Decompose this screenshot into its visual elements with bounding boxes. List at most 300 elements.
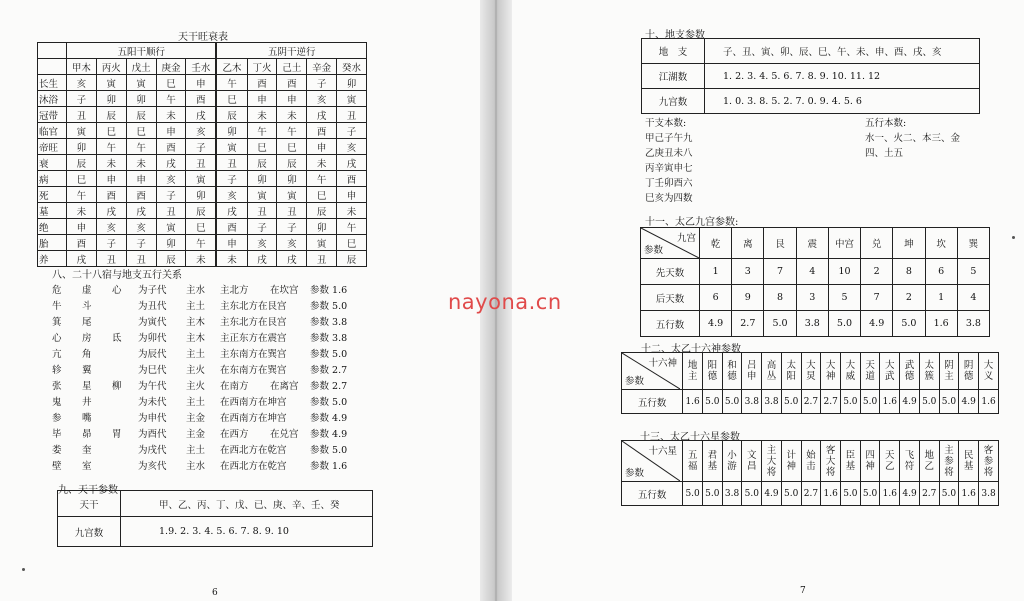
table-cell: 戌 xyxy=(216,203,247,219)
xiu-fang: 主东北方在艮宫 xyxy=(220,317,287,328)
xiu-a: 壁 xyxy=(52,461,62,472)
xiu-dai: 为卯代 xyxy=(138,333,167,344)
row-values: 1. 2. 3. 4. 5. 6. 7. 8. 9. 10. 11. 12 xyxy=(705,64,980,89)
table-cell: 亥 xyxy=(337,139,367,155)
xiu-b: 井 xyxy=(82,397,92,408)
xiu-b: 尾 xyxy=(82,317,92,328)
row-label: 沐浴 xyxy=(38,91,67,107)
table-cell: 申 xyxy=(247,91,277,107)
table-cell: 5.0 xyxy=(860,482,880,506)
xiu-fang: 主正东方在震宫 xyxy=(220,333,287,344)
shen-name: 阴 主 xyxy=(944,360,954,382)
xiu-fang: 在西南方在坤宫 xyxy=(220,397,287,408)
table-cell: 亥 xyxy=(126,219,156,235)
xing-header xyxy=(702,441,722,482)
shen-name: 大 武 xyxy=(885,360,895,382)
xiu-a: 轸 xyxy=(52,365,62,376)
table-cell: 6 xyxy=(700,285,732,311)
xing-name: 天 乙 xyxy=(885,450,895,472)
table-cell: 4.9 xyxy=(959,390,979,414)
table-cell: 申 xyxy=(216,235,247,251)
table-cell: 卯 xyxy=(186,187,217,203)
table-cell: 午 xyxy=(96,139,126,155)
table-cell: 酉 xyxy=(126,187,156,203)
xing-name: 地 乙 xyxy=(924,450,934,472)
table-cell: 辰 xyxy=(126,107,156,123)
shen-name: 太 簇 xyxy=(924,360,934,382)
wangshuai-title: 天干旺衰表 xyxy=(178,32,228,43)
table-cell: 4.9 xyxy=(900,482,920,506)
table-cell: 3 xyxy=(796,285,828,311)
gong-header: 艮 xyxy=(764,228,796,259)
xing-header xyxy=(900,441,920,482)
table-cell: 7 xyxy=(861,285,893,311)
table-cell: 戌 xyxy=(247,251,277,267)
row-label: 江湖数 xyxy=(642,64,705,89)
row-label: 九宫数 xyxy=(642,89,705,114)
xing-name: 始 击 xyxy=(806,450,816,472)
table-cell: 9 xyxy=(732,285,764,311)
table-row xyxy=(641,311,990,337)
table-row xyxy=(642,64,980,89)
xiu-a: 心 xyxy=(52,333,62,344)
xiu-can: 参数 5.0 xyxy=(310,349,348,360)
table-cell: 1.6 xyxy=(880,482,900,506)
table-cell: 戌 xyxy=(307,107,337,123)
table-cell: 未 xyxy=(247,107,277,123)
table-cell: 子 xyxy=(186,139,217,155)
xiu-dai: 为戌代 xyxy=(138,445,167,456)
row-label: 绝 xyxy=(38,219,67,235)
shen-header xyxy=(821,353,841,390)
table-cell: 卯 xyxy=(126,91,156,107)
xing-header xyxy=(683,441,703,482)
row-label: 帝旺 xyxy=(38,139,67,155)
table-cell: 1.6 xyxy=(683,390,703,414)
row-label: 病 xyxy=(38,171,67,187)
table-cell: 酉 xyxy=(96,187,126,203)
shen-header xyxy=(900,353,920,390)
table-cell: 5.0 xyxy=(683,482,703,506)
shen-name: 阴 德 xyxy=(963,360,974,382)
table-cell: 7 xyxy=(764,259,796,285)
note-line: 丁壬卯酉六 xyxy=(645,178,693,189)
xiu-dai: 为子代 xyxy=(138,285,167,296)
gan-values: 甲、乙、丙、丁、戊、已、庚、辛、壬、癸 xyxy=(121,491,373,517)
table-cell: 3 xyxy=(732,259,764,285)
shen-name: 太 阳 xyxy=(786,360,796,382)
xiu-can: 参数 3.8 xyxy=(310,317,348,328)
xiu-a: 毕 xyxy=(52,429,62,440)
table-cell: 1.6 xyxy=(880,390,900,414)
table-cell: 2 xyxy=(861,259,893,285)
table-cell: 丑 xyxy=(96,251,126,267)
xiu-gong: 在坎宫 xyxy=(270,285,299,296)
xing-header xyxy=(762,441,782,482)
table-cell: 10 xyxy=(828,259,860,285)
table-cell: 巳 xyxy=(126,123,156,139)
table-cell: 丑 xyxy=(307,251,337,267)
table-cell: 丑 xyxy=(247,203,277,219)
xiu-can: 参数 1.6 xyxy=(310,461,348,472)
xiu-dai: 为酉代 xyxy=(138,429,167,440)
table-cell: 辰 xyxy=(216,107,247,123)
xiu-fang: 在南方 xyxy=(220,381,249,392)
xiu-b: 室 xyxy=(82,461,92,472)
table-cell: 2.7 xyxy=(801,390,821,414)
xiu-a: 张 xyxy=(52,381,62,392)
page-number-right: 7 xyxy=(800,586,806,596)
xiu-zhu: 主火 xyxy=(186,381,206,392)
table-cell: 辰 xyxy=(337,251,367,267)
xing-name: 四 神 xyxy=(865,450,875,472)
table-cell: 4 xyxy=(796,259,828,285)
shen-name: 武 德 xyxy=(904,360,915,382)
xing-name: 臣 基 xyxy=(845,450,856,472)
xiu-zhu: 主金 xyxy=(186,413,206,424)
xiu-b: 斗 xyxy=(82,301,92,312)
table-row xyxy=(38,171,367,187)
xing-name: 君 基 xyxy=(707,450,718,472)
table-cell: 寅 xyxy=(156,219,186,235)
row-label: 养 xyxy=(38,251,67,267)
table-cell: 5.0 xyxy=(939,482,959,506)
xing-name: 客 参 将 xyxy=(983,444,994,478)
zhi-table xyxy=(641,38,980,114)
table-cell: 5.0 xyxy=(702,482,722,506)
xiu-zhu: 主水 xyxy=(186,461,206,472)
table-cell: 5.0 xyxy=(841,390,861,414)
xiu-fang: 在东南方在巽宫 xyxy=(220,365,287,376)
gan-table xyxy=(57,490,373,547)
table-cell: 申 xyxy=(186,75,217,91)
table-cell: 卯 xyxy=(247,171,277,187)
table-cell: 子 xyxy=(307,75,337,91)
table-cell: 巳 xyxy=(96,123,126,139)
table-cell: 辰 xyxy=(96,107,126,123)
row-label: 冠带 xyxy=(38,107,67,123)
xiu-zhu: 主土 xyxy=(186,301,206,312)
section10-notes xyxy=(645,115,985,205)
gong-header: 乾 xyxy=(700,228,732,259)
table-cell: 3.8 xyxy=(957,311,989,337)
xing-name: 小 游 xyxy=(727,450,737,472)
table-cell: 5 xyxy=(957,259,989,285)
table-cell: 未 xyxy=(307,155,337,171)
table-cell: 申 xyxy=(337,187,367,203)
table-cell: 寅 xyxy=(247,187,277,203)
xiu-can: 参数 3.8 xyxy=(310,333,348,344)
row-label: 死 xyxy=(38,187,67,203)
xing-header xyxy=(939,441,959,482)
xiu-b: 房 xyxy=(82,333,92,344)
table-cell: 子 xyxy=(126,235,156,251)
watermark-text: nayona.cn xyxy=(448,290,562,314)
stem-header: 甲木 xyxy=(67,59,97,75)
table-cell: 辰 xyxy=(307,203,337,219)
table-cell: 卯 xyxy=(67,139,97,155)
gong-header: 离 xyxy=(732,228,764,259)
table-cell: 亥 xyxy=(247,235,277,251)
xiu-a: 参 xyxy=(52,413,62,424)
table-cell: 酉 xyxy=(307,123,337,139)
table-cell: 午 xyxy=(126,139,156,155)
gong-header: 兑 xyxy=(861,228,893,259)
xiu-c: 氐 xyxy=(112,333,122,344)
table-cell: 6 xyxy=(925,259,957,285)
shen-header xyxy=(919,353,939,390)
right-page xyxy=(512,0,1024,601)
table-cell: 巳 xyxy=(277,139,307,155)
section10-title: 十、地支参数 xyxy=(645,30,705,41)
table-cell: 子 xyxy=(216,171,247,187)
xiu-c: 柳 xyxy=(112,381,122,392)
table-cell: 子 xyxy=(277,219,307,235)
table-row xyxy=(641,259,990,285)
shen-name: 大 炅 xyxy=(806,360,816,382)
table-cell: 戌 xyxy=(67,251,97,267)
table-row xyxy=(38,75,367,91)
table-cell: 5.0 xyxy=(893,311,925,337)
table-cell: 未 xyxy=(156,107,186,123)
row-label: 五行数 xyxy=(622,390,683,414)
table-cell: 子 xyxy=(96,235,126,251)
note-line: 干支本数: xyxy=(645,118,687,129)
shen-header xyxy=(979,353,999,390)
xing-name: 客 大 将 xyxy=(825,444,836,478)
note-line: 巳亥为四数 xyxy=(645,193,693,204)
table-cell: 辰 xyxy=(67,155,97,171)
xing-header xyxy=(860,441,880,482)
table-cell: 未 xyxy=(277,107,307,123)
diag-wrap xyxy=(622,441,680,481)
table-cell: 戌 xyxy=(186,107,217,123)
xing-corner-bottom: 参数 xyxy=(625,468,645,479)
table-cell: 子 xyxy=(156,187,186,203)
table-cell: 未 xyxy=(337,203,367,219)
xiu-can: 参数 5.0 xyxy=(310,301,348,312)
table-cell: 8 xyxy=(893,259,925,285)
table-cell: 申 xyxy=(277,91,307,107)
xiu-a: 亢 xyxy=(52,349,62,360)
shen-header xyxy=(722,353,742,390)
xiu-c: 胃 xyxy=(112,429,122,440)
xiu-dai: 为申代 xyxy=(138,413,167,424)
table-cell: 2 xyxy=(893,285,925,311)
table-cell: 午 xyxy=(186,235,217,251)
xiu-can: 参数 2.7 xyxy=(310,365,348,376)
table-cell: 丑 xyxy=(126,251,156,267)
xiu-b: 昴 xyxy=(82,429,92,440)
row-values: 子、丑、寅、卯、辰、巳、午、未、申、酉、戌、亥 xyxy=(705,39,980,64)
table-cell: 卯 xyxy=(277,171,307,187)
table-cell: 辰 xyxy=(186,203,217,219)
xing-header xyxy=(821,441,841,482)
shen-name: 地 主 xyxy=(687,360,698,382)
xing-header xyxy=(880,441,900,482)
gong-header: 坤 xyxy=(893,228,925,259)
xiu-gong: 在兑宫 xyxy=(270,429,299,440)
table-cell: 未 xyxy=(126,155,156,171)
table-cell: 酉 xyxy=(277,75,307,91)
section9-title: 九、天干参数 xyxy=(58,485,118,496)
table-cell: 丑 xyxy=(216,155,247,171)
jiugong-corner-bottom: 参数 xyxy=(644,245,664,256)
xiu-zhu: 主木 xyxy=(186,317,206,328)
table-cell: 未 xyxy=(67,203,97,219)
table-cell: 申 xyxy=(67,219,97,235)
table-row xyxy=(642,89,980,114)
table-cell: 卯 xyxy=(216,123,247,139)
xing-corner-top: 十六星 xyxy=(648,446,677,457)
table-cell: 丑 xyxy=(277,203,307,219)
table-cell: 2.7 xyxy=(919,482,939,506)
table-cell: 午 xyxy=(156,91,186,107)
table-cell: 5.0 xyxy=(764,311,796,337)
table-cell: 巳 xyxy=(67,171,97,187)
diag-wrap xyxy=(641,228,699,258)
gan-label: 天干 xyxy=(58,491,121,517)
table-row xyxy=(38,251,367,267)
stem-header: 庚金 xyxy=(156,59,186,75)
table-cell: 寅 xyxy=(96,75,126,91)
xiu-a: 娄 xyxy=(52,445,62,456)
shen-name: 阳 德 xyxy=(707,360,718,382)
table-cell: 戌 xyxy=(126,203,156,219)
stem-header-row xyxy=(38,59,367,75)
table-cell: 5.0 xyxy=(781,482,801,506)
shen-header xyxy=(781,353,801,390)
xiu-a: 箕 xyxy=(52,317,62,328)
xiu-can: 参数 4.9 xyxy=(310,413,348,424)
xiu-b: 嘴 xyxy=(82,413,92,424)
xiu-dai: 为寅代 xyxy=(138,317,167,328)
table-cell: 巳 xyxy=(216,91,247,107)
xing-header xyxy=(979,441,999,482)
xiu-b: 奎 xyxy=(82,445,92,456)
table-cell: 申 xyxy=(307,139,337,155)
shen-name: 大 神 xyxy=(825,360,836,382)
table-cell: 未 xyxy=(186,251,217,267)
table-cell: 巳 xyxy=(337,235,367,251)
table-row xyxy=(38,219,367,235)
note-line: 四、土五 xyxy=(865,148,904,159)
shen-name: 高 丛 xyxy=(766,360,777,382)
xiu-gong: 在离宫 xyxy=(270,381,299,392)
xiu-c: 心 xyxy=(112,285,122,296)
table-cell: 酉 xyxy=(247,75,277,91)
row-label: 五行数 xyxy=(622,482,683,506)
xing-header xyxy=(919,441,939,482)
xiu-a: 鬼 xyxy=(52,397,62,408)
shen-header xyxy=(841,353,861,390)
table-cell: 卯 xyxy=(307,219,337,235)
table-cell: 亥 xyxy=(216,187,247,203)
left-page xyxy=(0,0,480,601)
table-cell: 午 xyxy=(337,219,367,235)
shen-header xyxy=(939,353,959,390)
xiu-can: 参数 1.6 xyxy=(310,285,348,296)
section11-title: 十一、太乙九宫参数: xyxy=(645,217,739,228)
table-cell: 辰 xyxy=(247,155,277,171)
gong-header: 震 xyxy=(796,228,828,259)
stem-header: 己土 xyxy=(277,59,307,75)
xing-name: 五 福 xyxy=(687,450,698,472)
table-cell: 亥 xyxy=(67,75,97,91)
shen-header xyxy=(801,353,821,390)
xiu-dai: 为午代 xyxy=(138,381,167,392)
notes-right xyxy=(865,115,960,160)
xing-name: 主 大 将 xyxy=(766,444,777,478)
row-label: 后天数 xyxy=(641,285,700,311)
table-cell: 4.9 xyxy=(762,482,782,506)
table-cell: 8 xyxy=(764,285,796,311)
row-label: 墓 xyxy=(38,203,67,219)
table-cell: 2.7 xyxy=(821,390,841,414)
table-cell: 午 xyxy=(216,75,247,91)
row-label: 胎 xyxy=(38,235,67,251)
xiu-fang: 主东南方在巽宫 xyxy=(220,349,287,360)
xiu-b: 翼 xyxy=(82,365,92,376)
xiu-dai: 为未代 xyxy=(138,397,167,408)
table-cell: 辰 xyxy=(156,251,186,267)
table-cell: 未 xyxy=(216,251,247,267)
xing-header xyxy=(722,441,742,482)
xiu-b: 角 xyxy=(82,349,92,360)
xiu-zhu: 主火 xyxy=(186,365,206,376)
xiu-b: 星 xyxy=(82,381,92,392)
table-cell: 亥 xyxy=(156,171,186,187)
xiu-a: 牛 xyxy=(52,301,62,312)
table-cell: 1.6 xyxy=(925,311,957,337)
row-label: 先天数 xyxy=(641,259,700,285)
table-cell: 4.9 xyxy=(861,311,893,337)
xing-header xyxy=(959,441,979,482)
shen-name: 大 威 xyxy=(845,360,856,382)
corner-cell xyxy=(38,43,67,59)
table-cell: 1 xyxy=(700,259,732,285)
table-cell: 戌 xyxy=(96,203,126,219)
row-label: 长生 xyxy=(38,75,67,91)
xiu-fang: 在西方 xyxy=(220,429,249,440)
table-cell: 戌 xyxy=(337,155,367,171)
table-cell: 子 xyxy=(337,123,367,139)
shen-name: 吕 申 xyxy=(747,360,757,382)
table-cell: 子 xyxy=(67,91,97,107)
jiugong-table xyxy=(640,227,990,337)
note-line: 甲己子午九 xyxy=(645,133,693,144)
table-cell: 2.7 xyxy=(801,482,821,506)
table-row xyxy=(38,91,367,107)
shen-corner-bottom: 参数 xyxy=(625,376,645,387)
xing-corner-cell xyxy=(622,441,683,482)
table-cell: 酉 xyxy=(67,235,97,251)
stem-corner xyxy=(38,59,67,75)
group-yang-header: 五阳干顺行 xyxy=(67,43,217,59)
gong-header: 中宫 xyxy=(828,228,860,259)
xiu-fang: 主东北方在艮宫 xyxy=(220,301,287,312)
shen-header xyxy=(683,353,703,390)
xiu-a: 危 xyxy=(52,285,62,296)
table-cell: 1.6 xyxy=(979,390,999,414)
table-cell: 3.8 xyxy=(722,482,742,506)
jiugong-corner-cell xyxy=(641,228,700,259)
table-row xyxy=(38,203,367,219)
jiu-label: 九宫数 xyxy=(58,517,121,547)
table-cell: 5.0 xyxy=(939,390,959,414)
table-cell: 寅 xyxy=(277,187,307,203)
row-label: 地 支 xyxy=(642,39,705,64)
